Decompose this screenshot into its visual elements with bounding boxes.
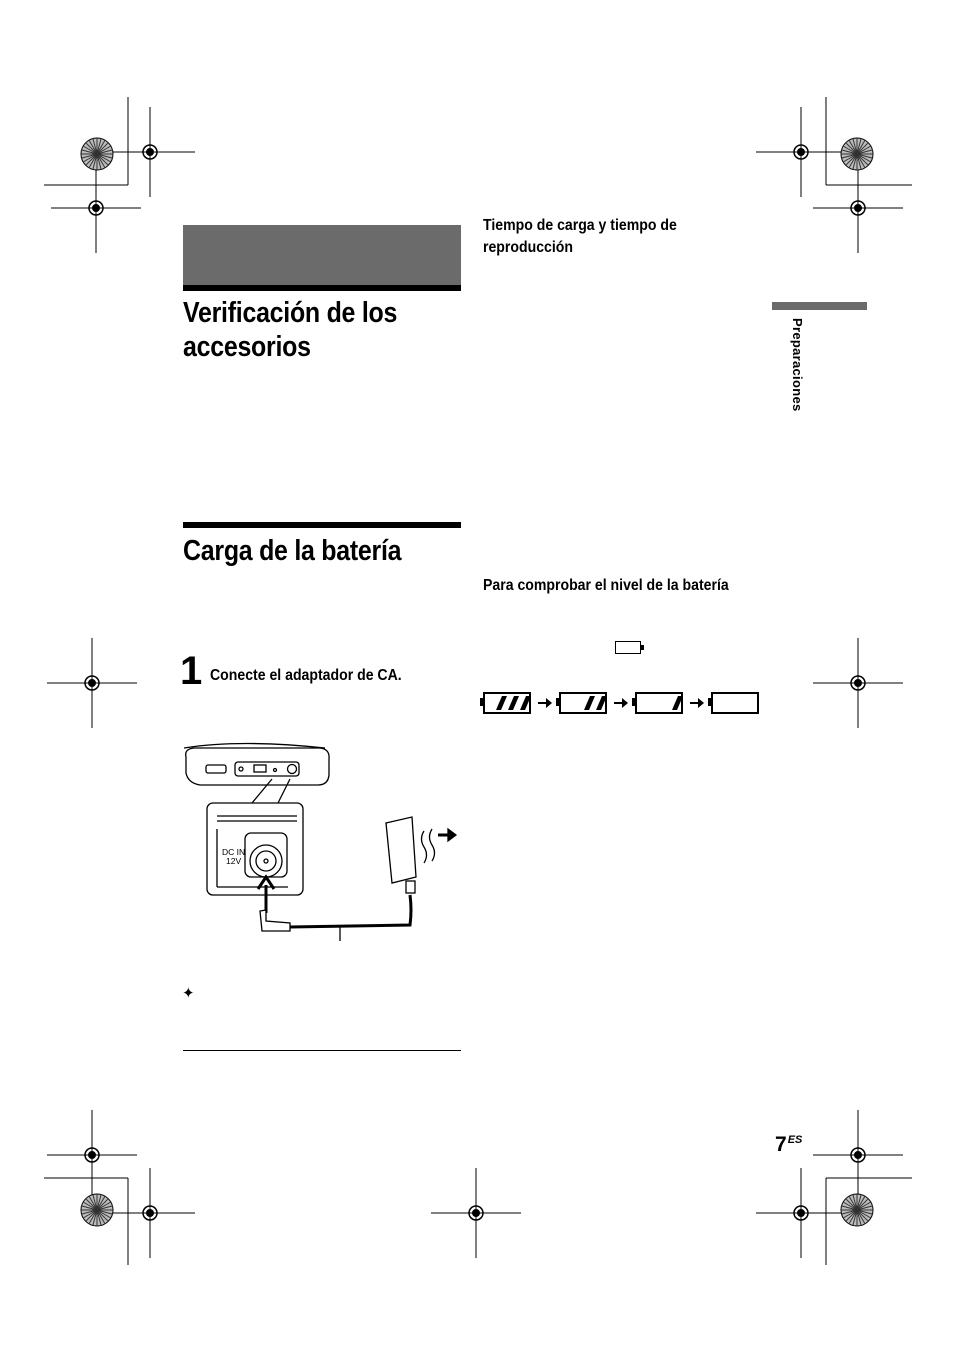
adapter-connection-illustration xyxy=(180,745,465,945)
arrow-right-icon xyxy=(614,698,628,708)
title-rule xyxy=(183,522,461,528)
subheading-charge-time: Tiempo de carga y tiempo de reproducción xyxy=(483,217,677,256)
title-rule xyxy=(183,285,461,291)
side-tab-bar xyxy=(772,302,867,310)
dc-in-label: DC IN xyxy=(222,847,246,857)
starburst-mark xyxy=(841,1194,873,1226)
starburst-mark xyxy=(841,138,873,170)
crosshair-mark xyxy=(47,1110,137,1200)
crosshair-mark xyxy=(756,1168,846,1258)
step-number: 1 xyxy=(180,649,203,693)
crosshair-mark xyxy=(105,107,195,197)
starburst-mark xyxy=(81,1194,113,1226)
voltage-label: 12V xyxy=(226,856,242,866)
page-number: $7^{ES}$ xyxy=(775,1133,803,1156)
side-tab-label: Preparaciones xyxy=(790,318,805,412)
battery-level-icon xyxy=(708,693,758,713)
battery-level-sequence xyxy=(480,692,760,720)
crosshair-mark xyxy=(431,1168,521,1258)
subheading-battery-level: Para comprobar el nivel de la batería xyxy=(483,577,729,594)
crosshair-mark xyxy=(756,107,846,197)
battery-empty-icon xyxy=(615,641,645,655)
crosshair-mark xyxy=(813,638,903,728)
crosshair-mark xyxy=(105,1168,195,1258)
tip-icon: ✦ xyxy=(182,985,195,1002)
crosshair-mark xyxy=(47,638,137,728)
arrow-right-icon xyxy=(538,698,552,708)
battery-level-icon xyxy=(556,693,607,713)
section-title-accessories: Verificación de los accesorios xyxy=(183,297,398,363)
arrow-right-icon xyxy=(690,698,704,708)
starburst-mark xyxy=(81,138,113,170)
section-header-bar xyxy=(183,225,461,285)
battery-level-icon xyxy=(632,693,683,713)
step-text: Conecte el adaptador de CA. xyxy=(210,667,402,684)
section-title-battery: Carga de la batería xyxy=(183,535,402,567)
divider xyxy=(183,1050,461,1051)
battery-level-icon xyxy=(480,693,531,713)
